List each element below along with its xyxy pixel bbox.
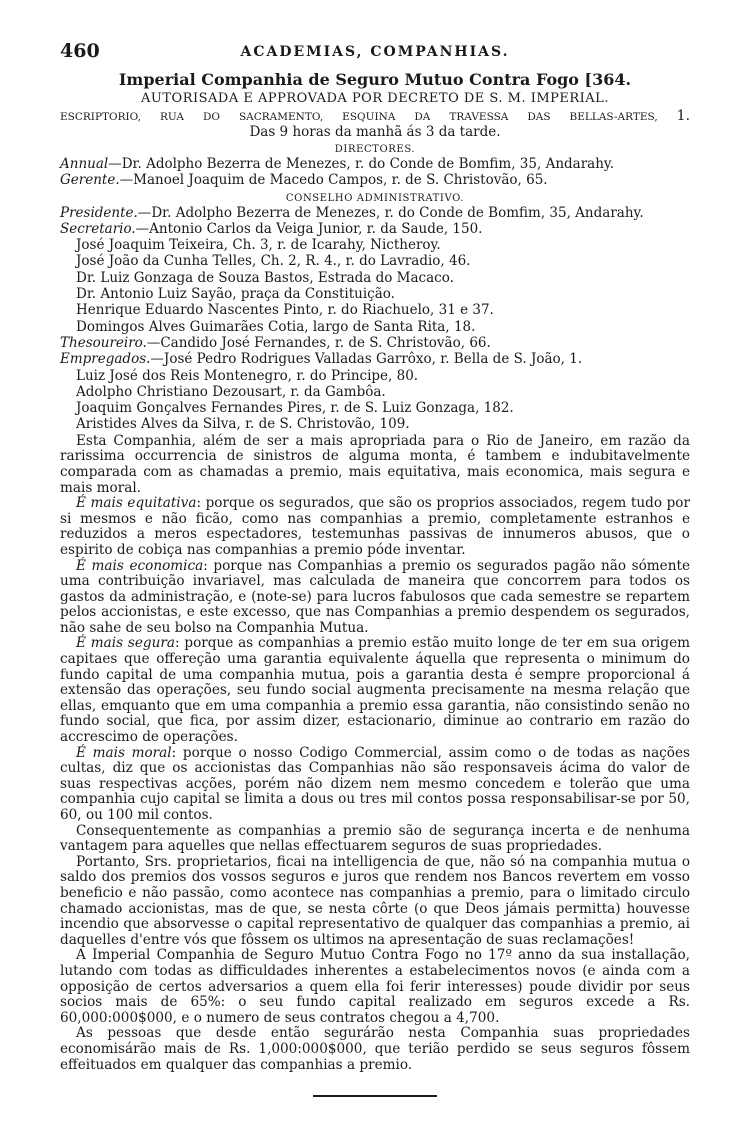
person-line — [60, 270, 690, 286]
paragraph-text: : porque os segurados, que são os proprios associados, regem tudo por si mesmos e não ficão, como nas companhias a premio, completamente estranhos e reduzidos a meros espectadores, testemunhas passivas de innumeros abusos, que o espirito de cobiça nas companhias a premio póde inventar. — [60, 495, 690, 558]
body-paragraphs — [60, 434, 690, 1073]
role-label: Empregados.— — [60, 351, 164, 368]
person-line — [60, 368, 690, 384]
running-head: ACADEMIAS, COMPANHIAS. — [240, 44, 510, 60]
person-details: Dr. Luiz Gonzaga de Souza Bastos, Estrada do Macaco. — [76, 269, 454, 286]
person-line — [60, 384, 690, 400]
role-label: Thesoureiro.— — [60, 334, 161, 351]
person-details: Domingos Alves Guimarães Cotia, largo de Santa Rita, 18. — [76, 318, 476, 335]
directors-heading: DIRECTORES. — [334, 144, 416, 155]
paragraph-text: Esta Companhia, além de ser a mais apropriada para o Rio de Janeiro, em razão da rarissima occurrencia de sinistros de alguma monta, é tambem e indubitavelmente comparada com as chamadas a premio, mais equitativa, mais economica, mais segura e mais moral. — [60, 432, 690, 496]
office-address-text: ESCRIPTORIO, RUA DO SACRAMENTO, ESQUINA DA TRAVESSA DAS BELLAS-ARTES, — [60, 111, 658, 123]
role-label: Presidente.— — [60, 204, 152, 221]
paragraph-text: : porque nas Companhias a premio os segurados pagão não sómente uma contribuição invariavel, mas calculada de maneira que concorrem para todos os gastos da administração, e (note-se) para lucros fabulosos que cada semestre se repartem pelos accionistas, e este excesso, que nas Companhias a premio despendem os segurados, não sahe de seu bolso na Companhia Mutua. — [60, 557, 690, 636]
person-details: Dr. Antonio Luiz Sayão, praça da Constituição. — [76, 286, 395, 303]
paragraph-lead: É mais segura — [76, 635, 175, 652]
body-paragraph — [60, 496, 690, 558]
person-details: Luiz José dos Reis Montenegro, r. do Principe, 80. — [76, 367, 419, 384]
body-paragraph — [60, 855, 690, 949]
person-details: Joaquim Gonçalves Fernandes Pires, r. de S. Luiz Gonzaga, 182. — [76, 400, 514, 417]
company-title: Imperial Companhia de Seguro Mutuo Contra Fogo [364. — [118, 70, 632, 89]
person-line — [60, 319, 690, 335]
page-number: 460 — [60, 40, 100, 62]
role-label: Annual— — [60, 156, 122, 172]
paragraph-text: : porque o nosso Codigo Commercial, assim como o de todas as nações cultas, diz que os accionistas das Companhias não são responsaveis ácima do valor de suas respectivas acções, porém não dizem nem mesmo concedem e tolerão que uma companhia cujo capital se limita a dous ou tres mil contos possa responsabilisar-se por 50, 60, ou 100 mil contos. — [60, 744, 690, 823]
paragraph-lead: É mais equitativa — [76, 495, 197, 512]
office-hours: Das 9 horas da manhã ás 3 da tarde. — [249, 124, 501, 140]
council-list — [60, 205, 690, 433]
role-label: Gerente.— — [60, 172, 134, 189]
page-header — [60, 40, 690, 66]
paragraph-text: : porque as companhias a premio estão muito longe de ter em sua origem capitaes que offereção uma garantia equivalente áquella que representa o minimum do fundo capital de uma companhia mutua, pois a garantia desta é sempre proporcional á extensão das operações, seu fundo social augmenta precisamente na mesma relação que ellas, emquanto que em uma companhia a premio essa garantia, não consistindo senão no fundo social, que fica, por assim dizer, estacionario, diminue ao contrario em razão do accrescimo de operações. — [60, 635, 690, 746]
person-details: José João da Cunha Telles, Ch. 2, R. 4., r. do Lavradio, 46. — [76, 253, 471, 270]
body-paragraph — [60, 746, 690, 824]
council-heading: CONSELHO ADMINISTRATIVO. — [285, 192, 465, 204]
directors-list — [60, 156, 690, 189]
person-line — [60, 335, 690, 351]
person-details: Dr. Adolpho Bezerra de Menezes, r. do Conde de Bomfim, 35, Andarahy. — [121, 156, 615, 172]
person-line — [60, 156, 690, 172]
body-paragraph — [60, 948, 690, 1026]
body-paragraph — [60, 636, 690, 745]
person-details: Aristides Alves da Silva, r. de S. Christovão, 109. — [76, 416, 410, 433]
office-address — [60, 108, 690, 124]
person-details: Adolpho Christiano Dezousart, r. da Gambôa. — [76, 383, 386, 400]
paragraph-text: Consequentemente as companhias a premio são de segurança incerta e de nenhuma vantagem para aquelles que nellas effectuarem seguros de suas propriedades. — [60, 822, 690, 855]
person-line — [60, 237, 690, 253]
paragraph-text: A Imperial Companhia de Seguro Mutuo Contra Fogo no 17º anno da sua installação, lutando com todas as difficuldades inherentes a estabelecimentos novos (e ainda com a opposição de certos adversarios a quem ella foi ferir interesses) poude dividir por seus socios mais de 65%: o seu fundo capital realizado em seguros excede a Rs. 60,000:000$000, e o numero de seus contratos chegou a 4,700. — [60, 947, 690, 1026]
company-subtitle: AUTORISADA E APPROVADA POR DECRETO DE S. M. IMPERIAL. — [141, 91, 609, 106]
person-details: Dr. Adolpho Bezerra de Menezes, r. do Conde de Bomfim, 35, Andarahy. — [151, 204, 644, 221]
person-line — [60, 416, 690, 432]
paragraph-lead: É mais moral — [76, 744, 172, 761]
body-paragraph — [60, 559, 690, 637]
person-details: José Pedro Rodrigues Valladas Garrôxo, r. Bella de S. João, 1. — [163, 351, 583, 368]
person-line — [60, 351, 690, 367]
person-details: José Joaquim Teixeira, Ch. 3, r. de Icarahy, Nictheroy. — [76, 237, 441, 254]
person-line — [60, 400, 690, 416]
person-line — [60, 221, 690, 237]
person-line — [60, 205, 690, 221]
paragraph-text: Portanto, Srs. proprietarios, ficai na intelligencia de que, não só na companhia mutua o saldo dos premios dos vossos seguros e juros que rendem nos Bancos revertem em vosso beneficio e não passão, como acontece nas companhias a premio, para o limitado circulo chamado accionistas, mas de que, se nesta côrte (o que Deos jámais permitta) houvesse incendio que absorvesse o capital representativo de qualquer das companhias a premio, ai daquelles d'entre vós que fôssem os ultimos na apresentação de suas reclamações! — [60, 853, 690, 948]
person-details: Candido José Fernandes, r. de S. Christovão, 66. — [160, 334, 491, 351]
body-paragraph — [60, 824, 690, 855]
person-line — [60, 253, 690, 269]
paragraph-lead: É mais economica — [76, 557, 204, 574]
document-page — [60, 40, 690, 1097]
closing-rule — [313, 1095, 437, 1097]
person-line — [60, 172, 690, 188]
body-paragraph — [60, 1026, 690, 1073]
role-label: Secretario.— — [60, 220, 150, 237]
office-number: 1. — [676, 108, 691, 124]
paragraph-text: As pessoas que desde então segurárão nesta Companhia suas propriedades economisárão mais de Rs. 1,000:000$000, que terião perdido se seus seguros fôssem effeituados em qualquer das companhias a premio. — [60, 1025, 690, 1073]
person-line — [60, 302, 690, 318]
person-details: Manoel Joaquim de Macedo Campos, r. de S. Christovão, 65. — [133, 172, 548, 189]
person-details: Henrique Eduardo Nascentes Pinto, r. do Riachuelo, 31 e 37. — [76, 302, 494, 319]
body-paragraph — [60, 434, 690, 496]
person-line — [60, 286, 690, 302]
person-details: Antonio Carlos da Veiga Junior, r. da Saude, 150. — [149, 220, 483, 237]
